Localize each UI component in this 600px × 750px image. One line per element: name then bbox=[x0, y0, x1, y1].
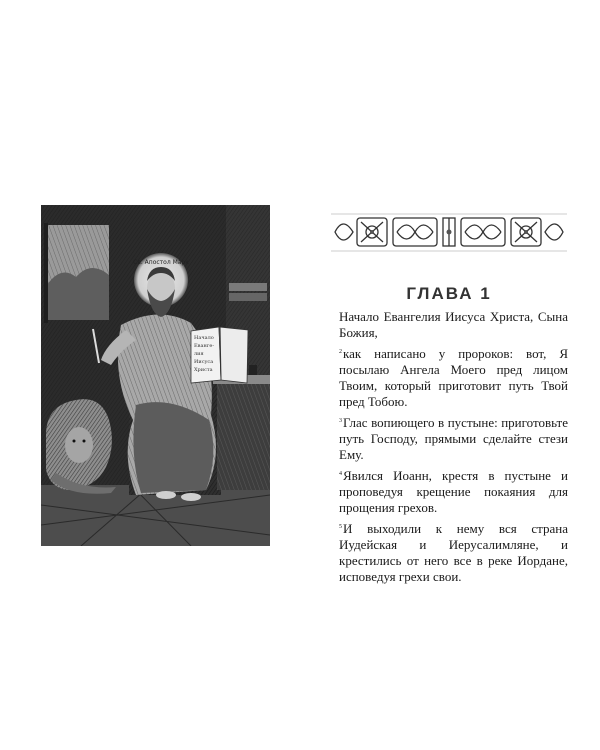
open-book-line: Иисуса bbox=[194, 359, 214, 365]
scripture-text bbox=[339, 309, 568, 590]
verse-text: Явился Иоанн, крестя в пустыне и проповедуя крещение покаяния для прощения грехов. bbox=[339, 468, 568, 515]
verse bbox=[339, 521, 568, 585]
verse-text: Глас вопиющего в пустыне: приготовьте путь Господу, прямыми сделайте стези Ему. bbox=[339, 415, 568, 462]
verse-text: как написано у пророков: вот, Я посылаю Ангела Моего пред лицом Твоим, который приготовит путь Твой пред Тобою. bbox=[339, 346, 568, 409]
verse bbox=[339, 309, 568, 341]
verse-text: И выходили к нему вся страна Иудейская и Иерусалимляне, и крестились от него все в реке Иордане, исповедуя грехи свои. bbox=[339, 521, 568, 584]
verse-number: 2 bbox=[339, 348, 342, 355]
open-book-line: Еванге- bbox=[194, 343, 215, 349]
verse-text: Начало Евангелия Иисуса Христа, Сына Божия, bbox=[339, 309, 568, 340]
halo-inscription: Св. Апостол Марк bbox=[133, 259, 189, 266]
chapter-title: ГЛАВА 1 bbox=[406, 284, 492, 303]
saint-mark-engraving bbox=[41, 205, 270, 546]
open-book-line: Начало bbox=[194, 335, 214, 341]
verse bbox=[339, 468, 568, 516]
verse bbox=[339, 346, 568, 410]
verse-number: 5 bbox=[339, 523, 342, 530]
verse bbox=[339, 415, 568, 463]
verse-number: 3 bbox=[339, 417, 342, 424]
open-book-line: лия bbox=[194, 351, 204, 357]
verse-number: 4 bbox=[339, 470, 342, 477]
decorative-header-ornament bbox=[331, 206, 567, 259]
open-book-line: Христа bbox=[194, 367, 213, 373]
